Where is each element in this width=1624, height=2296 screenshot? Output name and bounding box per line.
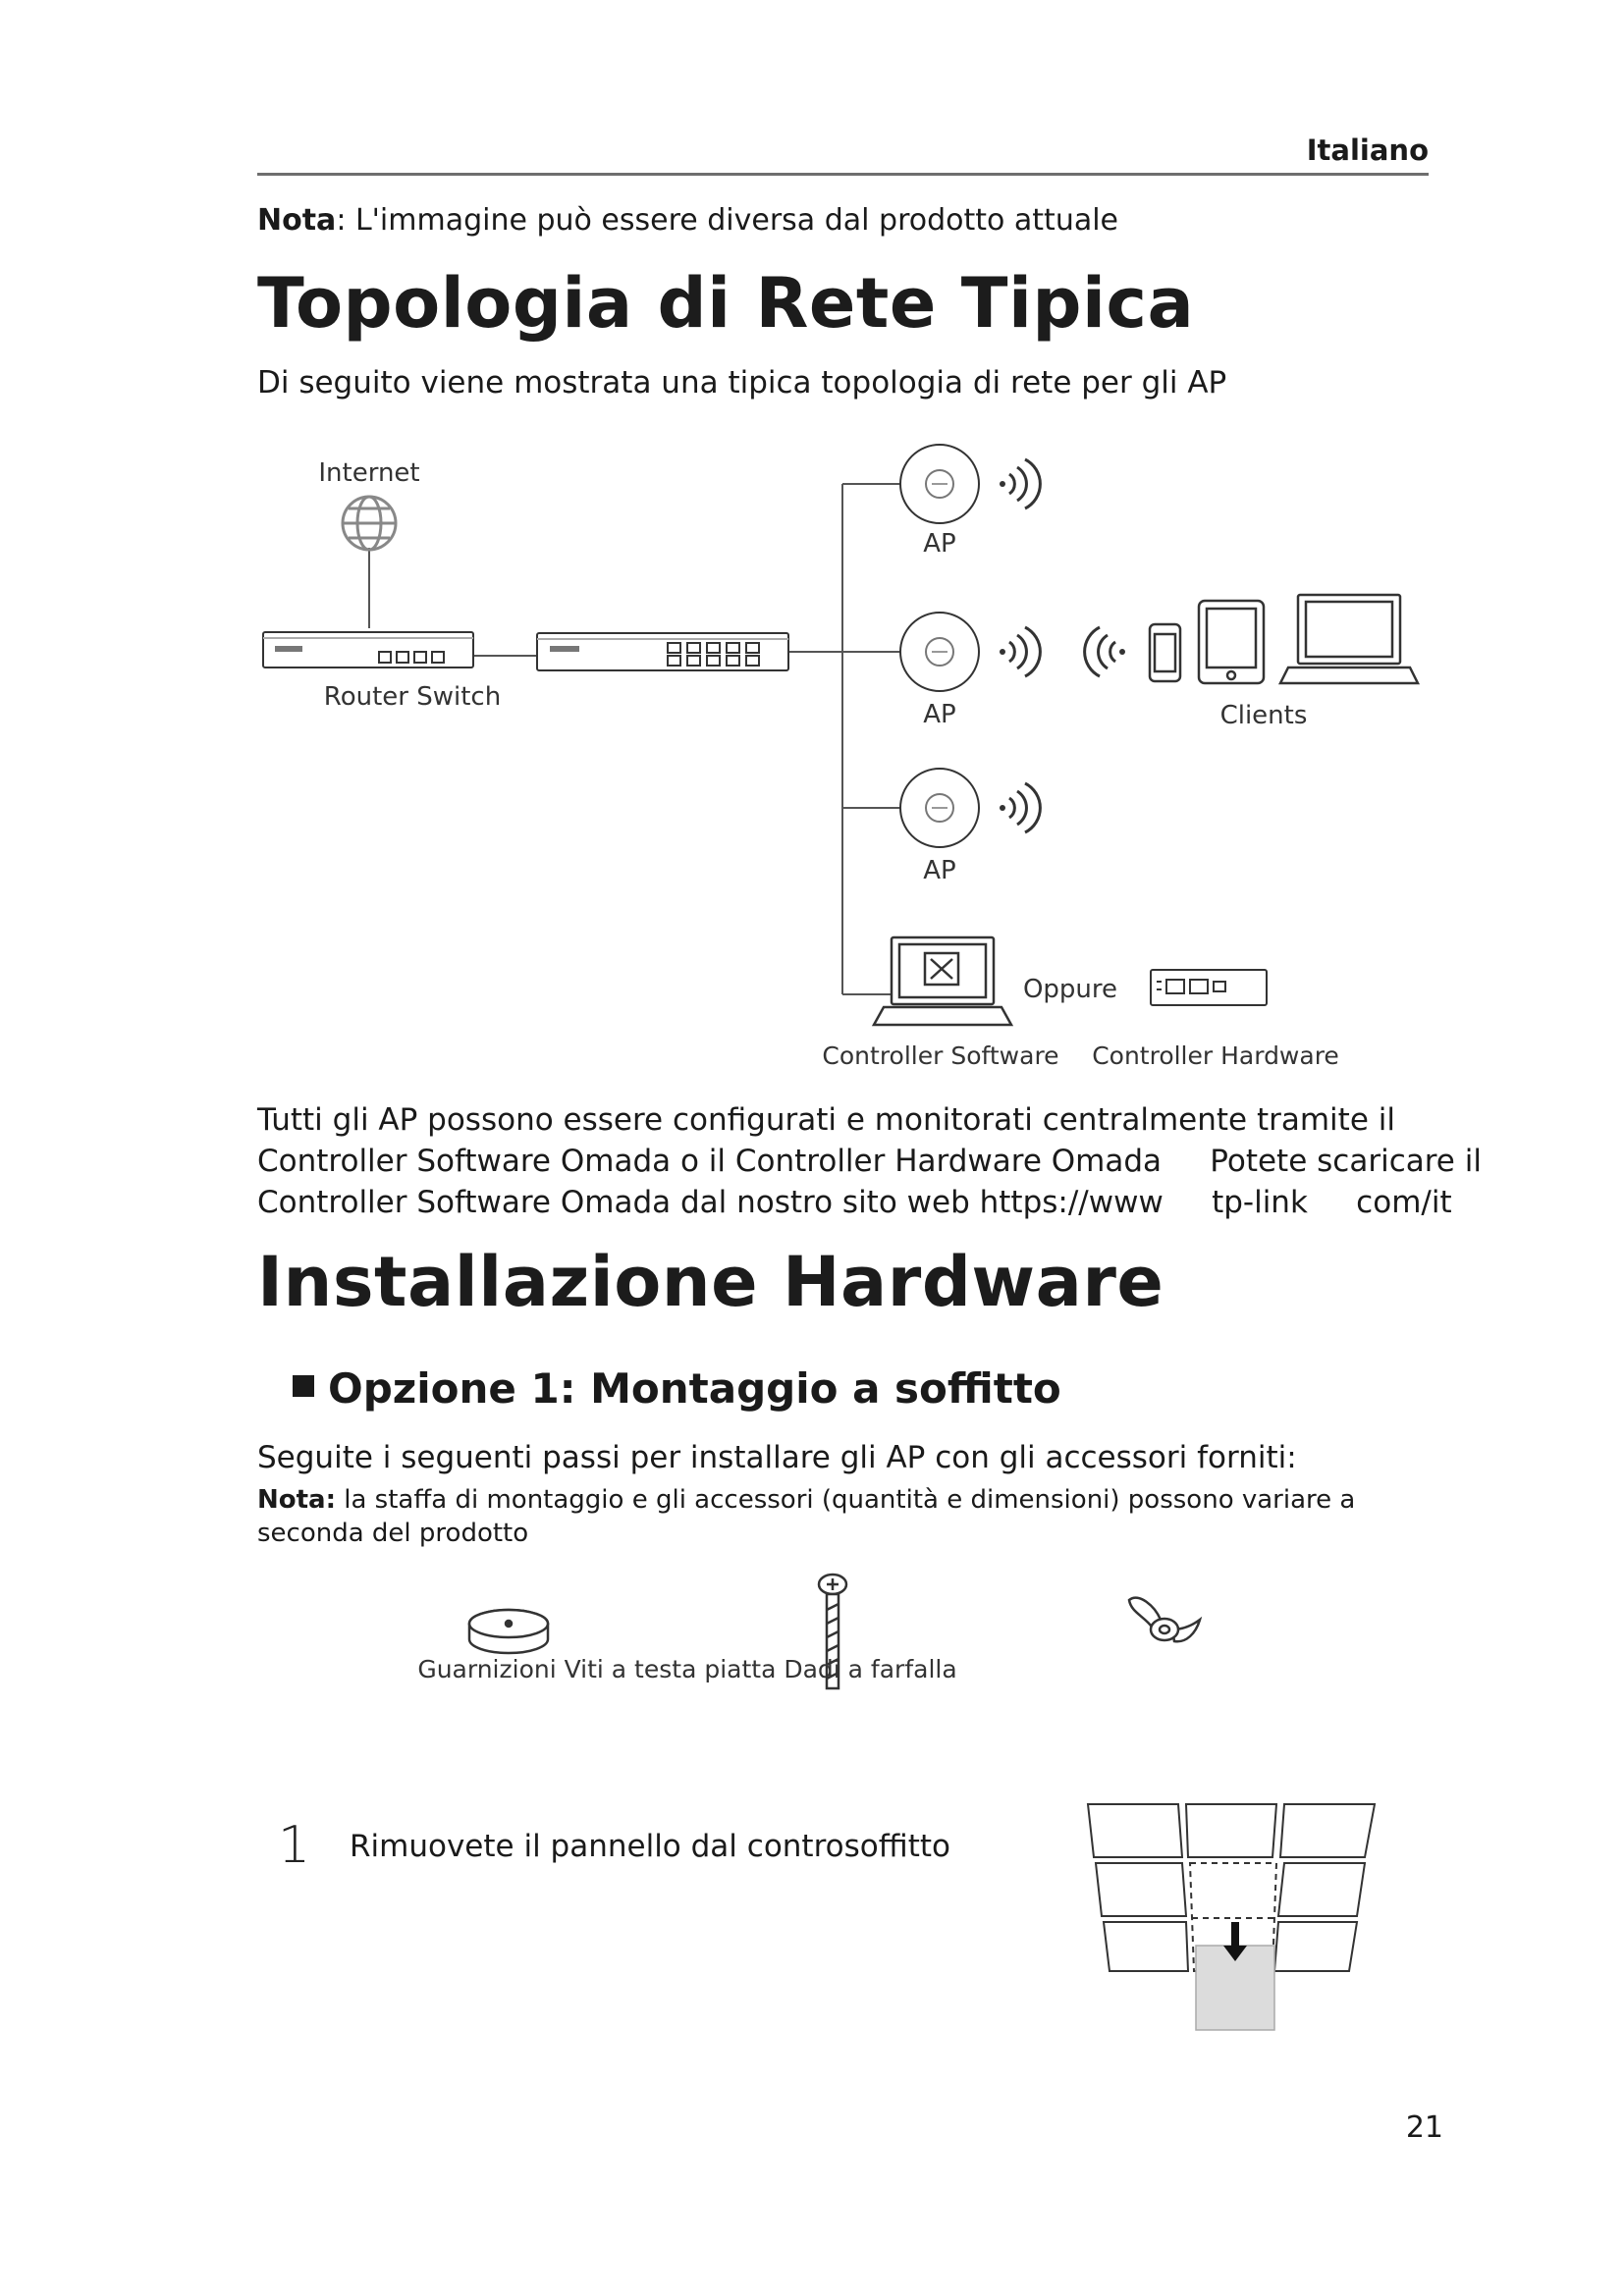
laptop-icon (1280, 595, 1418, 683)
internet-label: Internet (318, 458, 420, 488)
step-1-text: Rimuovete il pannello dal controsoffitto (350, 1829, 950, 1864)
washer-icon (469, 1610, 548, 1653)
ceiling-panel-illustration (1070, 1796, 1404, 2032)
wifi-signal-icon (1000, 627, 1040, 676)
access-point-icon (900, 613, 979, 691)
language-label: Italiano (1306, 133, 1429, 167)
globe-icon (343, 497, 396, 550)
image-note-label: Nota (257, 203, 337, 238)
paragraph-line-3: Controller Software Omada dal nostro sito web https://www tp-link com/it (257, 1185, 1452, 1220)
switch-icon (537, 633, 788, 670)
wifi-signal-icon (1000, 459, 1040, 508)
bullet-square-icon (293, 1375, 314, 1397)
oppure-label: Oppure (1022, 975, 1118, 1004)
section-title-topology: Topologia di Rete Tipica (257, 263, 1195, 344)
paragraph-line-1: Tutti gli AP possono essere configurati e monitorati centralmente tramite il (257, 1102, 1395, 1138)
accessories-note-label: Nota: (257, 1485, 336, 1515)
wing-nut-icon (1129, 1598, 1200, 1642)
steps-intro: Seguite i seguenti passi per installare gli AP con gli accessori forniti: (257, 1440, 1297, 1475)
ap-label-3: AP (923, 856, 956, 885)
router-icon (263, 632, 473, 667)
clients-label: Clients (1219, 701, 1308, 730)
controller-software-laptop-icon (874, 937, 1011, 1025)
client-wifi-icon (1085, 627, 1125, 676)
access-point-icon (900, 769, 979, 847)
wifi-signal-icon (1000, 783, 1040, 832)
option-1-heading (293, 1364, 1061, 1413)
ap-label-2: AP (923, 700, 956, 729)
image-note-text: : L'immagine può essere diversa dal prodotto attuale (336, 203, 1119, 238)
controller-software-label: Controller Software (822, 1041, 1059, 1070)
paragraph-line-2: Controller Software Omada o il Controller Hardware Omada Potete scaricare il (257, 1144, 1482, 1179)
router-switch-label: Router Switch (323, 682, 502, 712)
option-1-text: Opzione 1: Montaggio a soffitto (328, 1364, 1061, 1413)
section-title-installation: Installazione Hardware (257, 1242, 1164, 1322)
accessories-illustration (0, 1551, 1624, 1728)
step-1-number: 1 (278, 1816, 311, 1875)
smartphone-icon (1150, 624, 1180, 681)
controller-hardware-label: Controller Hardware (1092, 1041, 1339, 1070)
accessories-caption: Guarnizioni Viti a testa piatta Dadi a farfalla (417, 1655, 957, 1683)
accessories-note (257, 1483, 1435, 1550)
controller-paragraph (257, 1099, 1482, 1223)
controller-hardware-icon (1151, 970, 1267, 1005)
tablet-icon (1199, 601, 1264, 683)
ap-label-1: AP (923, 529, 956, 559)
access-point-icon (900, 445, 979, 523)
network-topology-diagram (0, 0, 1624, 1099)
accessories-note-text: la staffa di montaggio e gli accessori (quantità e dimensioni) possono variare a seconda del prodotto (257, 1485, 1356, 1548)
page-number: 21 (1405, 2110, 1443, 2145)
topology-intro: Di seguito viene mostrata una tipica topologia di rete per gli AP (257, 365, 1227, 400)
